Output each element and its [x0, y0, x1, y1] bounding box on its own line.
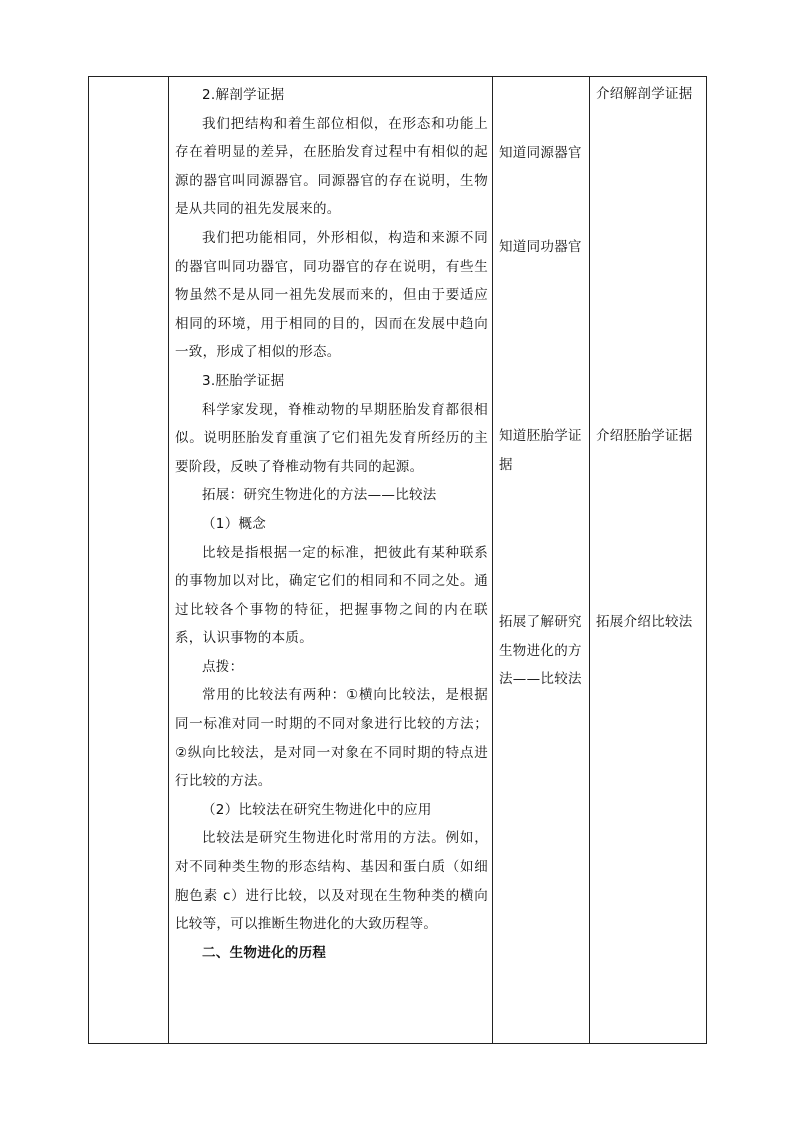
heading-anatomy-evidence: 2.解剖学证据: [202, 87, 285, 103]
concept-title: （1）概念: [202, 515, 267, 532]
paragraph-embryology: 科学家发现，脊椎动物的早期胚胎发育都很相似。说明胚胎发育重演了它们祖先发育所经历的主要阶段，反映了脊椎动物有共同的起源。: [175, 401, 488, 475]
paragraph-homologous-organs: 我们把结构和着生部位相似，在形态和功能上存在着明显的差异，在胚胎发育过程中有相似的起源的器官叫同源器官。同源器官的存在说明，生物是从共同的祖先发展来的。: [175, 115, 488, 218]
student-note-embryology: 知道胚胎学证据: [499, 428, 582, 473]
lesson-plan-table: [88, 76, 707, 1044]
paragraph-application: 比较法是研究生物进化时常用的方法。例如，对不同种类生物的形态结构、基因和蛋白质（如细胞色素 c）进行比较，以及对现在生物种类的横向比较等，可以推断生物进化的大致历程等。: [175, 830, 488, 933]
intent-note-anatomy: 介绍解剖学证据: [596, 86, 693, 102]
student-note-homologous: 知道同源器官: [499, 145, 582, 161]
heading-embryology-evidence: 3.胚胎学证据: [202, 372, 285, 389]
stage-column-cell: [89, 77, 169, 1044]
intent-note-embryology: 介绍胚胎学证据: [596, 428, 693, 444]
paragraph-analogous-organs: 我们把功能相同，外形相似，构造和来源不同的器官叫同功器官，同功器官的存在说明，有些生物虽然不是从同一祖先发展而来的，但由于要适应相同的环境，用于相同的目的，因而在发展中趋向一致，形成了相似的形态。: [175, 229, 488, 361]
student-activity-cell: [493, 77, 590, 1044]
student-note-analogous: 知道同功器官: [499, 239, 582, 255]
paragraph-tip: 常用的比较法有两种：①横向比较法，是根据同一标准对同一时期的不同对象进行比较的方法；②纵向比较法，是对同一对象在不同时期的特点进行比较的方法。: [175, 687, 488, 790]
table-row: [89, 77, 707, 1044]
paragraph-concept: 比较是指根据一定的标准，把彼此有某种联系的事物加以对比，确定它们的相同和不同之处。通过比较各个事物的特征，把握事物之间的内在联系，认识事物的本质。: [175, 544, 488, 647]
extension-title: 拓展：研究生物进化的方法——比较法: [202, 487, 437, 504]
intent-note-comparison: 拓展介绍比较法: [596, 614, 693, 630]
section-heading: 二、生物进化的历程: [202, 944, 327, 961]
student-note-comparison: 拓展了解研究生物进化的方法——比较法: [499, 614, 582, 688]
teaching-content-cell: [169, 77, 493, 1044]
design-intent-cell: [590, 77, 707, 1044]
application-title: （2）比较法在研究生物进化中的应用: [202, 801, 432, 818]
tip-label: 点拨：: [202, 658, 244, 675]
